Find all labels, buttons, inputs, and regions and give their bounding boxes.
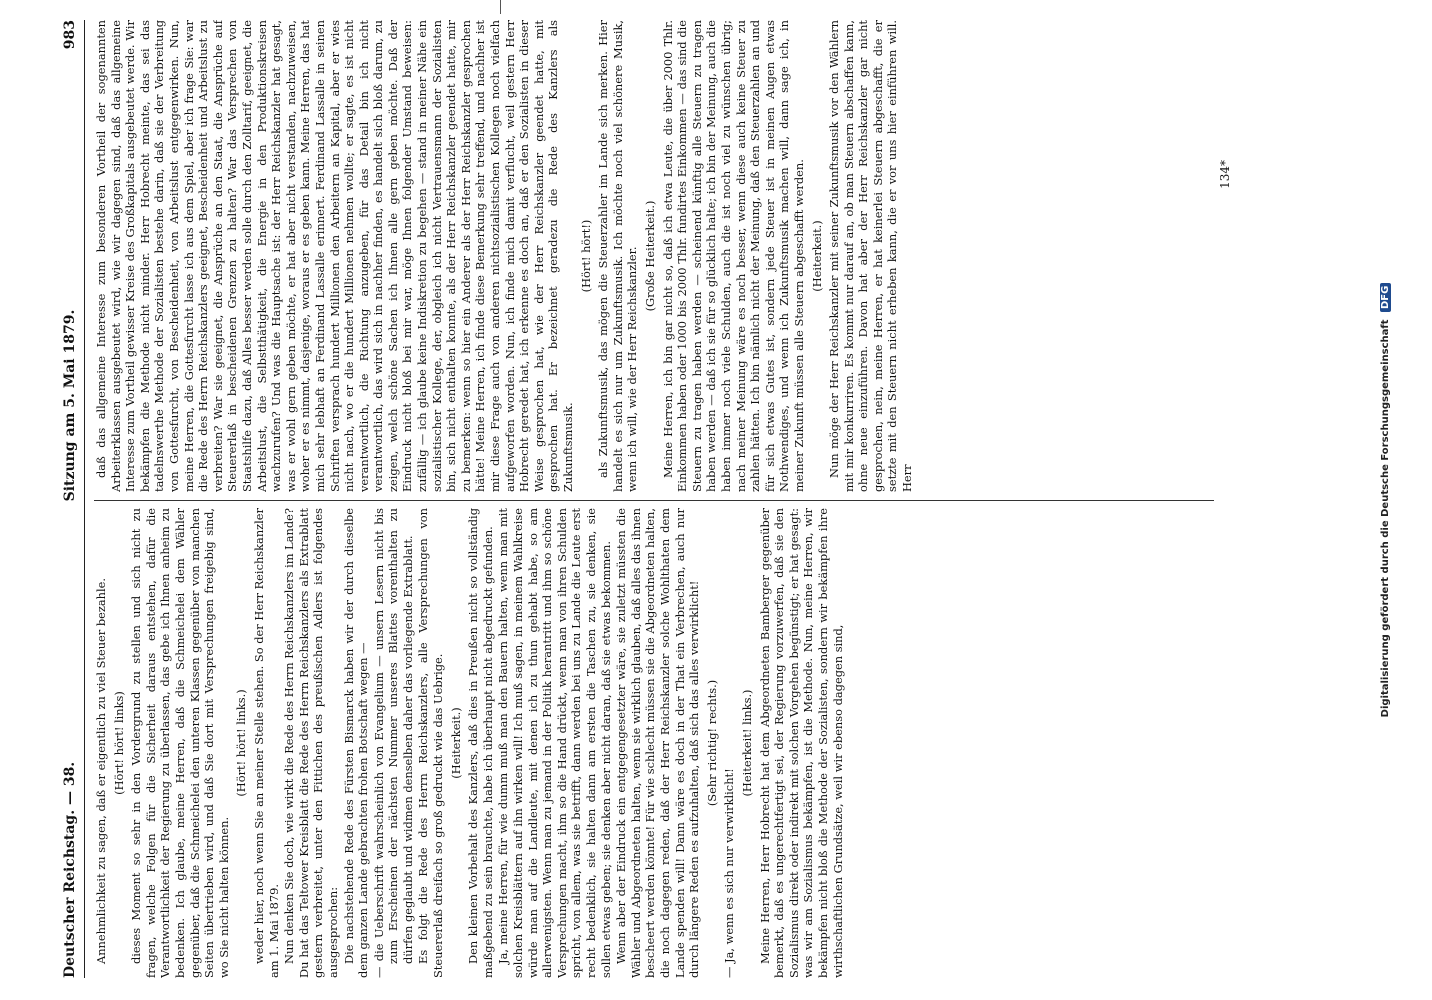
paragraph: Nun denken Sie doch, wie wirkt die Rede des Herrn Reichskanzlers im Lande? Du hat das Teltower Kreisblatt die Rede des Herrn Reichskanzlers als Extrablatt gestern verbreitet, unter den Fittichen des preußischen Adlers ist folgendes ausgesprochen: <box>282 508 340 978</box>
paragraph: Es folgt die Rede des Herrn Reichskanzlers, alle Versprechungen von Steuererlaß dreifach so groß gedruckt wie das Uebrige. <box>416 508 446 978</box>
interjection: (Hört! hört!) <box>578 219 593 293</box>
paragraph: daß das allgemeine Interesse zum besonderen Vortheil der sogenannten Arbeiterklassen ausgebeutet wird, wie wir dagegen sind, daß das allgemeine Interesse zum Vortheil gewisser Kreise des Großkapitals ausgebeutet werde. Wir bekämpfen die Methode nicht minder. Herr Hobrecht meinte, das sei das tadelnswerthe Methode der Sozialisten bestehe darin, daß sie der Verbreitung von Gottesfurcht, von Bescheidenheit, von Arbeitslust entgegenwirken. Nun, meine Herren, die Gottesfurcht lasse ich aus dem Spiel, aber ich frage Sie: war die Rede des Herrn Reichskanzlers geeignet, Bescheidenheit und Arbeitslust zu verbreiten? War sie geeignet, die Ansprüche an den Staat, die Ansprüche auf Steuererlaß in bescheidenen Grenzen zu halten? War das Versprechen von Staatshilfe dazu, daß Alles besser werden solle durch den Zolltarif, geeignet, die Arbeitslust, die Selbstthätigkeit, die Energie in den Produktionskreisen wachzurufen? Und was die Hauptsache ist: der Herr Reichskanzler hat gesagt, was er wohl gern geben möchte, er hat aber nicht verstanden, nachzuweisen, woher er es nimmt, dasjenige, woraus er es geben kann. Meine Herren, das hat mich sehr lebhaft an Ferdinand Lassalle erinnert. Ferdinand Lassalle in seinen Schriften versprach hundert Millionen den Arbeitern an Kapital, aber er wies nicht nach, wo er die hundert Millionen nehmen wollte; er sagte, es ist nicht verantwortlich, die Richtung anzugeben, für das Detail bin ich nicht verantwortlich, das wird sich in nachher finden, es handelt sich bloß darum, zu zeigen, welch schöne Sachen ich Ihnen alle gern geben möchte. Daß der Eindruck nicht bloß bei mir war, möge Ihnen folgender Umstand beweisen: zufällig — ich glaube keine Indiskretion zu begehen — stand in meiner Nähe ein sozialistischer Kollege, der, obgleich ich nicht Vertrauensmann der Sozialisten bin, sich nicht enthalten konnte, als der Herr Reichskanzler geendet hatte, mir zu bemerken: wenn so hier ein Anderer als der Herr Reichskanzler gesprochen hätte! Meine Herren, ich finde diese Bemerkung sehr treffend, und nachher ist mir diese Frage auch von anderen nichtsozialistischen Kollegen noch vielfach aufgeworfen worden. Nun, ich finde mich damit verflucht, weil gestern Herr Hobrecht geredet hat, ich erkenne es doch an, daß er den Sozialisten in dieser Weise gesprochen hat, wie der Herr Reichskanzler geendet hatte, mit gesprochen hat. Er bezeichnet geradezu die Rede des Kanzlers als Zukunftsmusik. <box>94 20 575 492</box>
paragraph: Annehmlichkeit zu sagen, daß er eigentlich zu viel Steuer bezahle. <box>94 577 108 964</box>
interjection: (Heiterkeit! links.) <box>739 689 754 797</box>
interjection: (Hört! hört! links.) <box>234 689 249 797</box>
text-column-left <box>94 508 1214 978</box>
paragraph: Die nachstehende Rede des Fürsten Bismarck haben wir der durch dieselbe dem ganzen Lande gebrachten frohen Botschaft wegen — <box>341 508 371 978</box>
dfg-logo: DFG <box>1380 283 1391 312</box>
paragraph: als Zukunftsmusik, das mögen die Steuerzahler im Lande sich merken. Hier handelt es sich nur um Zukunftsmusik. Ich möchte noch viel schönere Musik, wenn ich will, wie der Herr Reichskanzler. <box>596 20 640 492</box>
paragraph: dieses Moment so sehr in den Vordergrund zu stellen und sich nicht zu fragen, welche Folgen für die Sicherheit daraus entstehen, dafür die Verantwortlichkeit der Regierung zu überlassen, das gebe ich Ihnen anheim zu bedenken. Ich glaube, meine Herren, daß die Schmeichelei dem Wähler gegenüber, daß die Schmeichelei den unteren Klassen gegenüber von manchen Seiten übertrieben wird, und daß Sie dort mit Versprechungen freigebig sind, wo Sie nicht halten können. <box>129 508 231 978</box>
paragraph: Meine Herren, ich bin gar nicht so, daß ich etwa Leute, die über 2000 Thlr. Einkommen haben oder 1000 bis 2000 Thlr. fundirtes Einkommen — das sind die Steuern zu tragen haben werden — scheinend künftig alle Steuern zu tragen haben werden — daß ich sie für so glücklich halte; ich bin der Meinung, auch die haben immer noch viele Schulden, auch die ist noch viel zu wünschen übrig; nach meiner Meinung wäre es noch besser, wenn diese auch keine Steuer zu zahlen hätten. Ich bin nämlich nicht der Meinung, daß den Steuerzahlen an und für sich etwas Gutes ist, sondern jede Steuer ist in meinen Augen etwas Nothwendiges, und wenn ich Zukunftsmusik machen will, dann sage ich, in meiner Zukunft müssen alle Steuern abgeschafft werden. <box>660 20 806 492</box>
signature-mark: 134* <box>1218 160 1232 189</box>
paragraph: Meine Herren, Herr Hobrecht hat dem Abgeordneten Bamberger gegenüber bemerkt, daß es ungerechtfertigt sei, der Regierung vorzuwerfen, daß sie den Sozialismus direkt oder indirekt mit solchen Vorgehen begünstigt; er hat gesagt: was wir am Sozialismus bekämpfen, ist die Methode. Nun, meine Herren, wir bekämpfen nicht bloß die Methode der Sozialisten, sondern wir bekämpfen ihre wirthschaftlichen Grundsätze, weil wir ebenso dagegen sind, <box>757 508 845 978</box>
header-journal-title: Deutscher Reichstag. — 38. <box>62 761 78 978</box>
paragraph: Nun möge der Herr Reichskanzler mit seiner Zukunftsmusik vor den Wählern mit mir konkurriren. Es kommt nur darauf an, ob man Steuern abschaffen kann, ohne neue einzuführen. Davon hat aber der Herr Reichskanzler gar nicht gesprochen, nein, meine Herren, er hat keinerlei Steuern abgeschafft, die er setzte mit den Steuern nicht erheben kann, die er vor uns hier einführen will. Herr <box>827 20 915 492</box>
paragraph: Wenn aber der Eindruck ein entgegengesetzter wäre, sie zuletzt müssten die Wähler und Abgeordneten halten, wenn sie wirklich glauben, daß alles das ihnen bescheert werden könnte! Für wie schlecht müssen sie die Abgeordneten halten, die noch dagegen reden, daß der Herr Reichskanzler solche Wohlthaten dem Lande spenden will! Dann wäre es doch in der That ein Verbrechen, auch nur durch längere Reden es aufzuhalten, daß sich das alles verwirklicht! <box>614 508 702 978</box>
column-divider <box>94 500 1214 501</box>
paragraph: Ja, meine Herren, für wie dumm muß man den Bauern halten, wenn man mit solchen Kreisblättern auf ihn wirken will! Ich muß sagen, in meinem Wahlkreise würde man auf die Landleute, mit denen ich zu thun gehabt habe, so am allerwenigsten. Wenn man zu jemand in der Politik herantritt und ihm so schöne Versprechungen macht, ihm so die Hand drückt, wenn man von ihren Schulden spricht, von allem, was sie betrifft, dann werden bei uns zu Lande die Leute erst recht bedenklich, sie halten dann am ersten die Taschen zu, sie denken, sie sollen etwas geben; sie denken aber nicht daran, daß sie etwas bekommen. <box>496 508 613 978</box>
paragraph: — Ja, wenn es sich nur verwirklicht! <box>722 768 737 978</box>
header-session-date: Sitzung am 5. Mai 1879. <box>62 309 78 502</box>
paragraph: weder hier, noch wenn Sie an meiner Stelle stehen. So der Herr Reichskanzler am 1. Mai 1879. <box>251 508 281 978</box>
digitization-note: Digitalisierung gefördert durch die Deutsche Forschungsgemeinschaft <box>1380 319 1391 718</box>
header-rule <box>84 20 85 978</box>
interjection: (Sehr richtig! rechts.) <box>704 679 719 807</box>
paragraph: Den kleinen Vorbehalt des Kanzlers, daß dies in Preußen nicht so vollständig maßgebend zu sein brauchte, habe ich überhaupt nicht abgedruckt gefunden. <box>466 508 495 978</box>
interjection: (Große Heiterkeit.) <box>642 200 657 312</box>
header-page-number: 983 <box>62 20 78 50</box>
interjection: (Hört! hört! links) <box>111 691 126 795</box>
text-column-right <box>94 20 1214 492</box>
paragraph: — die Ueberschrift wahrscheinlich von Evangelium — unsern Lesern nicht bis zum Erscheinen der nächsten Nummer unseres Blattes vorenthalten zu dürfen geglaubt und widmen denselben daher das vorliegende Extrablatt. <box>371 508 415 978</box>
interjection: (Heiterkeit.) <box>448 707 463 779</box>
digitization-credit <box>1380 0 1391 1000</box>
page-header <box>60 20 80 978</box>
interjection: (Heiterkeit.) <box>809 220 824 292</box>
